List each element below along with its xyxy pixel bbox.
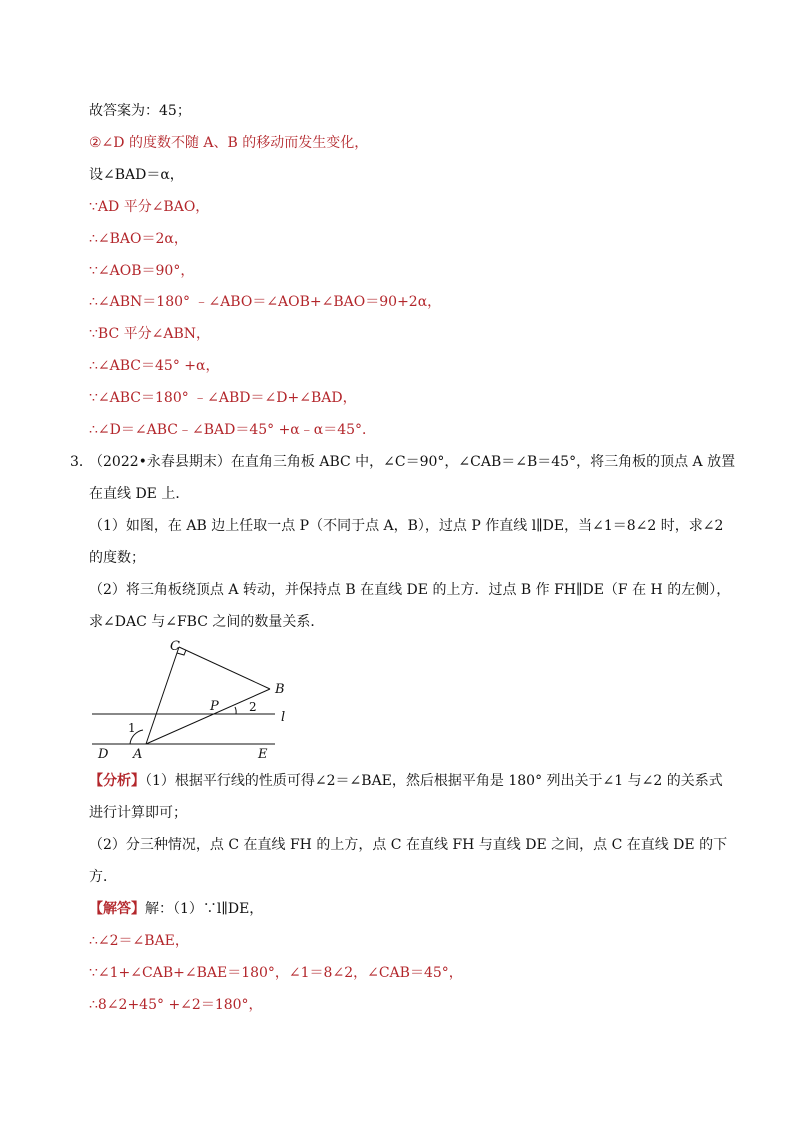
label-angle-2: 2 — [249, 700, 257, 714]
analysis-line: 方． — [89, 869, 117, 885]
label-a: A — [133, 747, 143, 762]
answer-text: 解：（1）∵l∥DE， — [145, 901, 264, 917]
text-line: 设∠BAD＝α， — [89, 167, 184, 183]
question-text: 在直线 DE 上． — [89, 486, 190, 502]
text-line: ∵BC 平分∠ABN， — [89, 326, 210, 342]
label-c: C — [170, 639, 180, 654]
answer-tag: 【解答】 — [89, 901, 145, 917]
text-line: ∴∠ABN＝180° ﹣∠ABO＝∠AOB+∠BAO＝90+2α， — [89, 294, 442, 310]
label-p: P — [210, 699, 219, 714]
geometry-figure — [90, 638, 290, 764]
answer-line: ∵∠1+∠CAB+∠BAE＝180°，∠1＝8∠2，∠CAB＝45°， — [89, 965, 463, 981]
label-b: B — [275, 682, 285, 697]
angle-2-arc — [235, 707, 236, 714]
side-cb — [179, 647, 270, 689]
text-line: ∴∠ABC＝45° +α， — [89, 358, 220, 374]
question-part-1: 的度数； — [89, 550, 145, 566]
text-line: ∵∠AOB＝90°， — [89, 263, 195, 279]
side-ab — [146, 689, 270, 744]
text-line: ∵AD 平分∠BAO， — [89, 199, 210, 215]
answer-line: ∴∠2＝∠BAE， — [89, 933, 189, 949]
answer-line — [89, 899, 263, 919]
label-d: D — [98, 747, 109, 762]
analysis-line: 进行计算即可； — [89, 805, 187, 821]
text-line: ∴∠BAO＝2α， — [89, 231, 188, 247]
answer-line: ∴8∠2+45° +∠2＝180°， — [89, 997, 263, 1013]
analysis-line: （2）分三种情况，点 C 在直线 FH 的上方，点 C 在直线 FH 与直线 DE 之间，点 C 在直线 DE 的下 — [89, 837, 728, 853]
side-ca — [146, 647, 179, 744]
text-line: ∴∠D＝∠ABC﹣∠BAD＝45° +α﹣α＝45°． — [89, 422, 377, 438]
question-part-1: （1）如图，在 AB 边上任取一点 P（不同于点 A，B），过点 P 作直线 l∥DE，当∠1＝8∠2 时，求∠2 — [89, 518, 724, 534]
label-angle-1: 1 — [128, 721, 136, 735]
analysis-text: （1）根据平行线的性质可得∠2＝∠BAE，然后根据平角是 180° 列出关于∠1 与∠2 的关系式 — [145, 773, 723, 789]
label-e: E — [258, 747, 268, 762]
text-line: 故答案为：45； — [89, 103, 191, 119]
question-part-2: （2）将三角板绕顶点 A 转动，并保持点 B 在直线 DE 的上方．过点 B 作 FH∥DE（F 在 H 的左侧）， — [89, 582, 731, 598]
label-l: l — [281, 710, 286, 725]
text-line: ∵∠ABC＝180° ﹣∠ABD＝∠D+∠BAD， — [89, 390, 357, 406]
question-text: （2022•永春县期末）在直角三角板 ABC 中，∠C＝90°，∠CAB＝∠B＝45°，将三角板的顶点 A 放置 — [89, 454, 736, 470]
analysis-line — [89, 771, 723, 791]
question-part-2: 求∠DAC 与∠FBC 之间的数量关系． — [89, 614, 325, 630]
text-line: ②∠D 的度数不随 A、B 的移动而发生变化， — [89, 135, 369, 151]
analysis-tag: 【分析】 — [89, 773, 145, 789]
question-number: 3． — [70, 454, 93, 470]
